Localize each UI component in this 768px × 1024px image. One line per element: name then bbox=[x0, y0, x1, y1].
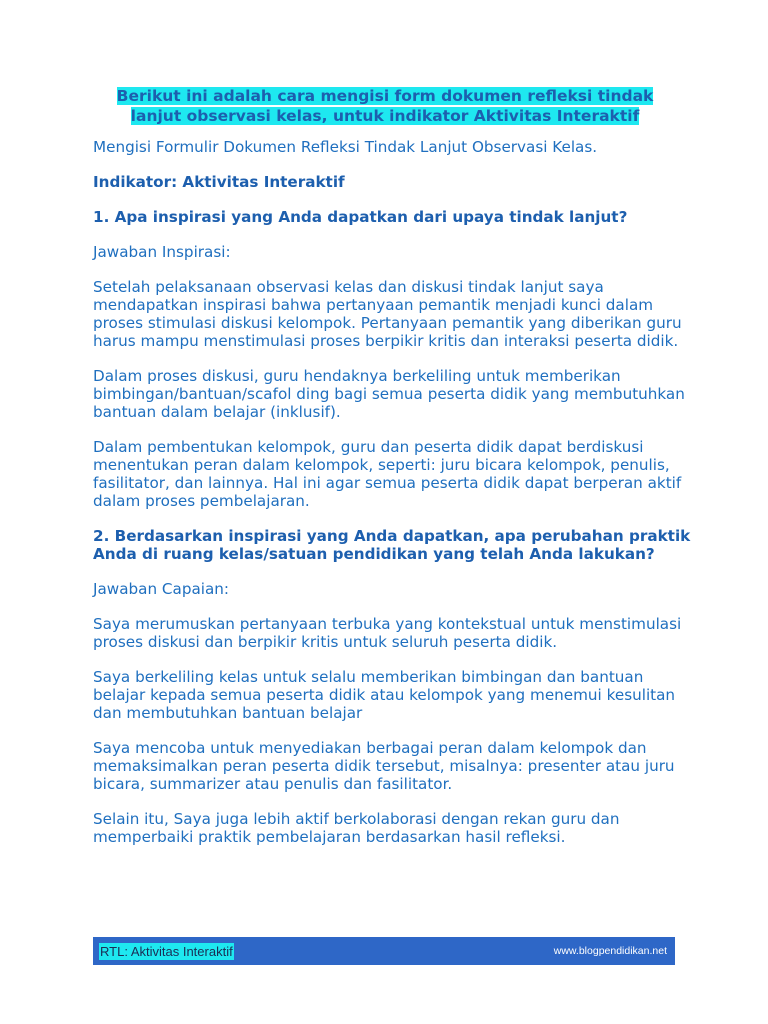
answer-1-paragraph: Dalam pembentukan kelompok, guru dan peserta didik dapat berdiskusi menentukan peran dalam kelompok, seperti: juru bicara kelompok, penulis, fasilitator, dan lainnya. Hal ini agar semua peserta didik dapat berperan aktif dalam proses pembelajaran. bbox=[93, 438, 682, 510]
indicator-heading: Indikator: Aktivitas Interaktif bbox=[93, 173, 345, 191]
footer-label: RTL: Aktivitas Interaktif bbox=[100, 943, 233, 959]
answer-1-paragraph: Setelah pelaksanaan observasi kelas dan diskusi tindak lanjut saya mendapatkan inspirasi bahwa pertanyaan pemantik menjadi kunci dalam proses stimulasi diskusi kelompok. Pertanyaan pemantik yang diberikan guru harus mampu menstimulasi proses berpikir kritis dan interaksi peserta didik. bbox=[93, 278, 682, 350]
title-line-2: lanjut observasi kelas, untuk indikator Aktivitas Interaktif bbox=[130, 107, 640, 125]
document-body bbox=[93, 138, 693, 863]
answer-1-label: Jawaban Inspirasi: bbox=[93, 243, 231, 261]
document-title bbox=[90, 86, 680, 126]
answer-2-paragraph: Saya merumuskan pertanyaan terbuka yang kontekstual untuk menstimulasi proses diskusi dan berpikir kritis untuk seluruh peserta didik. bbox=[93, 615, 682, 651]
answer-2-paragraph: Selain itu, Saya juga lebih aktif berkolaborasi dengan rekan guru dan memperbaiki praktik pembelajaran berdasarkan hasil refleksi. bbox=[93, 810, 620, 846]
question-2: 2. Berdasarkan inspirasi yang Anda dapatkan, apa perubahan praktik Anda di ruang kelas/satuan pendidikan yang telah Anda lakukan? bbox=[93, 527, 691, 563]
answer-2-label: Jawaban Capaian: bbox=[93, 580, 230, 598]
footer-bar bbox=[93, 937, 675, 965]
footer-website-link[interactable]: www.blogpendidikan.net bbox=[553, 945, 667, 957]
answer-1-paragraph: Dalam proses diskusi, guru hendaknya berkeliling untuk memberikan bimbingan/bantuan/scafol ding bagi semua peserta didik yang membutuhkan bantuan dalam belajar (inklusif). bbox=[93, 367, 685, 421]
intro-text: Mengisi Formulir Dokumen Refleksi Tindak Lanjut Observasi Kelas. bbox=[93, 138, 598, 156]
answer-2-paragraph: Saya mencoba untuk menyediakan berbagai peran dalam kelompok dan memaksimalkan peran peserta didik tersebut, misalnya: presenter atau juru bicara, summarizer atau penulis dan fasilitator. bbox=[93, 739, 675, 793]
answer-2-paragraph: Saya berkeliling kelas untuk selalu memberikan bimbingan dan bantuan belajar kepada semua peserta didik atau kelompok yang menemui kesulitan dan membutuhkan bantuan belajar bbox=[93, 668, 676, 722]
question-1: 1. Apa inspirasi yang Anda dapatkan dari upaya tindak lanjut? bbox=[93, 208, 628, 226]
title-line-1: Berikut ini adalah cara mengisi form dokumen refleksi tindak bbox=[116, 87, 654, 105]
